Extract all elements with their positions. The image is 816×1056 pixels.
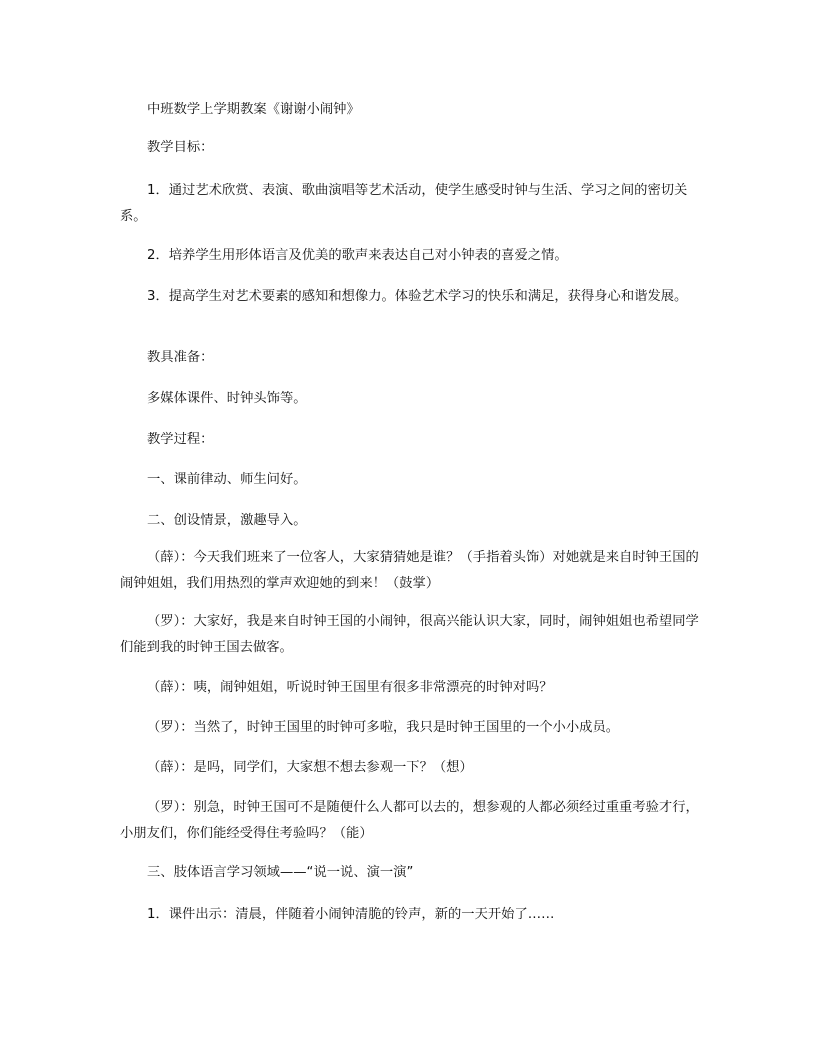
materials-text: 多媒体课件、时钟头饰等。: [147, 391, 307, 406]
goal-item-1: 1．通过艺术欣赏、表演、歌曲演唱等艺术活动，使学生感受时钟与生活、学习之间的密切关系。: [120, 183, 688, 224]
section-heading-process: 教学过程：: [147, 432, 214, 447]
dialogue-line-6: （罗）：别急，时钟王国可不是随便什么人都可以去的，想参观的人都必须经过重重考验才行，小朋友们，你们能经受得住考验吗？（能）: [120, 800, 699, 841]
process-step-2: 二、创设情景，激趣导入。: [147, 513, 307, 528]
goal-item-3: 3．提高学生对艺术要素的感知和想像力。体验艺术学习的快乐和满足，获得身心和谐发展。: [147, 289, 688, 304]
section-heading-materials: 教具准备：: [147, 350, 214, 365]
dialogue-line-5: （薛）：是吗，同学们，大家想不想去参观一下？（想）: [147, 760, 473, 775]
dialogue-line-4: （罗）：当然了，时钟王国里的时钟可多啦，我只是时钟王国里的一个小小成员。: [147, 720, 620, 735]
dialogue-line-3: （薛）：咦，闹钟姐姐，听说时钟王国里有很多非常漂亮的时钟对吗？: [147, 680, 553, 695]
process-step-1: 一、课前律动、师生问好。: [147, 472, 307, 487]
section-heading-goals: 教学目标：: [147, 140, 214, 155]
process-step-3: 三、肢体语言学习领域——“说一说、演一演”: [147, 865, 414, 880]
dialogue-line-1: （薛）：今天我们班来了一位客人，大家猜猜她是谁？（手指着头饰）对她就是来自时钟王国的闹钟姐姐，我们用热烈的掌声欢迎她的到来！（鼓掌）: [120, 550, 699, 591]
dialogue-line-2: （罗）：大家好，我是来自时钟王国的小闹钟，很高兴能认识大家，同时，闹钟姐姐也希望同学们能到我的时钟王国去做客。: [120, 614, 699, 655]
courseware-item-1: 1．课件出示：清晨，伴随着小闹钟清脆的铃声，新的一天开始了……: [147, 907, 555, 922]
goal-item-2: 2．培养学生用形体语言及优美的歌声来表达自己对小钟表的喜爱之情。: [147, 248, 568, 263]
document-title: 中班数学上学期教案《谢谢小闹钟》: [147, 102, 360, 117]
